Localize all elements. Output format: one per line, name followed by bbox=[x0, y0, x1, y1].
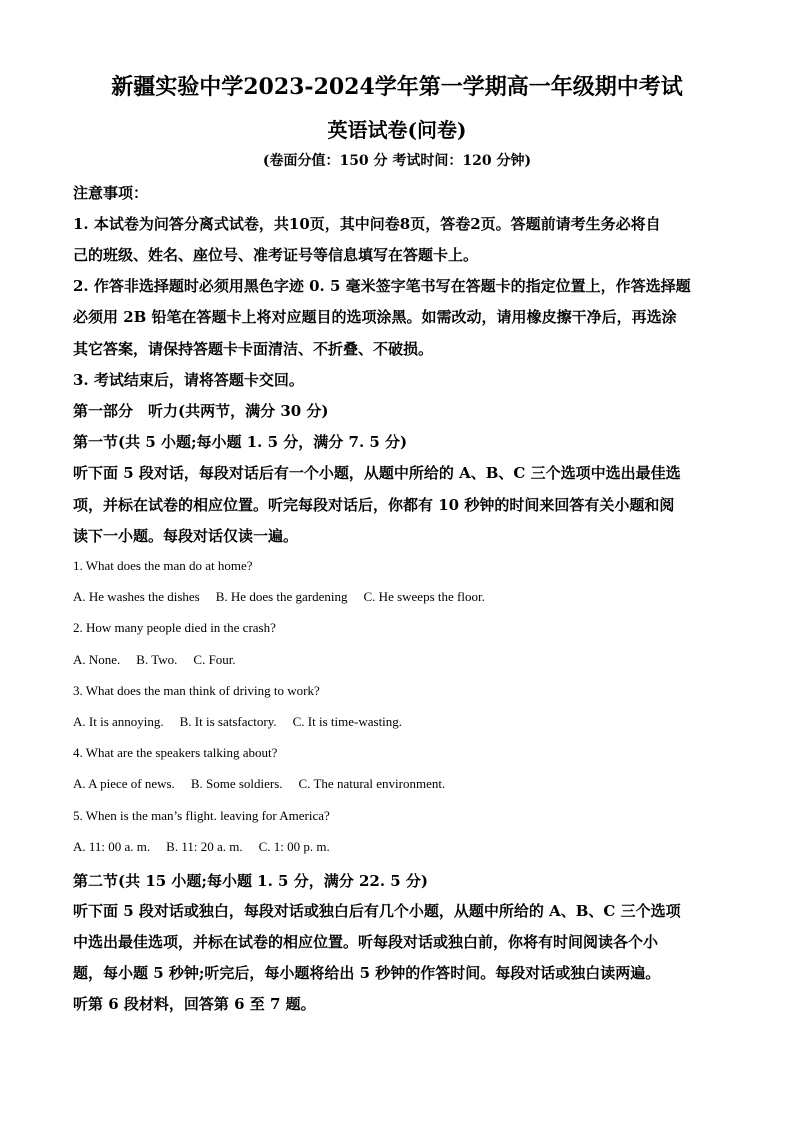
option-b: B. Some soldiers. bbox=[190, 776, 283, 791]
notice-line: 1. 本试卷为问答分离式试卷，共10页，其中问卷8页，答卷2页。答题前请考生务必将自 bbox=[73, 215, 661, 233]
notice-line: 其它答案，请保持答题卡卡面清洁、不折叠、不破损。 bbox=[73, 340, 434, 358]
notice-line: 己的班级、姓名、座位号、准考证号等信息填写在答题卡上。 bbox=[73, 246, 479, 264]
exam-subtitle: 英语试卷(问卷) bbox=[327, 118, 467, 142]
question-5-options bbox=[73, 839, 723, 855]
notice-heading: 注意事项： bbox=[73, 184, 149, 202]
section2-instruction: 中选出最佳选项，并标在试卷的相应位置。听每段对话或独白前，你将有时间阅读各个小 bbox=[73, 933, 659, 951]
exam-title: 新疆实验中学2023-2024学年第一学期高一年级期中考试 bbox=[111, 74, 683, 100]
question-3-options bbox=[73, 714, 723, 730]
option-c: C. 1: 00 p. m. bbox=[258, 839, 330, 854]
option-a: A. A piece of news. bbox=[73, 776, 175, 791]
section1-instruction: 读下一小题。每段对话仅读一遍。 bbox=[73, 527, 299, 545]
option-c: C. Four. bbox=[193, 652, 236, 667]
section2-instruction: 题，每小题 5 秒钟;听完后，每小题将给出 5 秒钟的作答时间。每段对话或独白读两遍。 bbox=[73, 964, 661, 982]
option-a: A. None. bbox=[73, 652, 121, 667]
section1-instruction: 项，并标在试卷的相应位置。听完每段对话后，你都有 10 秒钟的时间来回答有关小题和阅 bbox=[73, 496, 675, 514]
option-c: C. It is time-wasting. bbox=[292, 714, 403, 729]
option-a: A. He washes the dishes bbox=[73, 589, 200, 604]
section2-heading: 第二节(共 15 小题;每小题 1. 5 分，满分 22. 5 分) bbox=[73, 872, 429, 890]
part1-heading: 第一部分 听力(共两节，满分 30 分) bbox=[73, 402, 329, 420]
notice-line: 必须用 2B 铅笔在答题卡上将对应题目的选项涂黑。如需改动，请用橡皮擦干净后，再选涂 bbox=[73, 308, 677, 326]
question-1: 1. What does the man do at home? bbox=[73, 558, 253, 573]
option-b: B. 11: 20 a. m. bbox=[166, 839, 243, 854]
question-3: 3. What does the man think of driving to work? bbox=[73, 683, 320, 698]
question-2-options bbox=[73, 652, 723, 668]
option-c: C. The natural environment. bbox=[298, 776, 446, 791]
option-a: A. 11: 00 a. m. bbox=[73, 839, 151, 854]
notice-line: 3. 考试结束后，请将答题卡交回。 bbox=[73, 371, 304, 389]
option-b: B. It is satsfactory. bbox=[179, 714, 277, 729]
question-4: 4. What are the speakers talking about? bbox=[73, 745, 278, 760]
exam-meta: (卷面分值：150 分 考试时间：120 分钟) bbox=[262, 153, 532, 169]
option-c: C. He sweeps the floor. bbox=[363, 589, 485, 604]
question-1-options bbox=[73, 589, 723, 605]
notice-line: 2. 作答非选择题时必须用黑色字迹 0. 5 毫米签字笔书写在答题卡的指定位置上，作答选择题 bbox=[73, 277, 691, 295]
option-a: A. It is annoying. bbox=[73, 714, 164, 729]
section1-instruction: 听下面 5 段对话，每段对话后有一个小题，从题中所给的 A、B、C 三个选项中选出最佳选 bbox=[73, 464, 681, 482]
section2-instruction: 听下面 5 段对话或独白，每段对话或独白后有几个小题，从题中所给的 A、B、C 三个选项 bbox=[73, 902, 681, 920]
option-b: B. Two. bbox=[136, 652, 178, 667]
question-5: 5. When is the man’s flight. leaving for America? bbox=[73, 808, 330, 823]
question-2: 2. How many people died in the crash? bbox=[73, 620, 276, 635]
section2-instruction: 听第 6 段材料，回答第 6 至 7 题。 bbox=[73, 995, 316, 1013]
option-b: B. He does the gardening bbox=[215, 589, 348, 604]
question-4-options bbox=[73, 776, 723, 792]
section1-heading: 第一节(共 5 小题;每小题 1. 5 分，满分 7. 5 分) bbox=[73, 433, 408, 451]
